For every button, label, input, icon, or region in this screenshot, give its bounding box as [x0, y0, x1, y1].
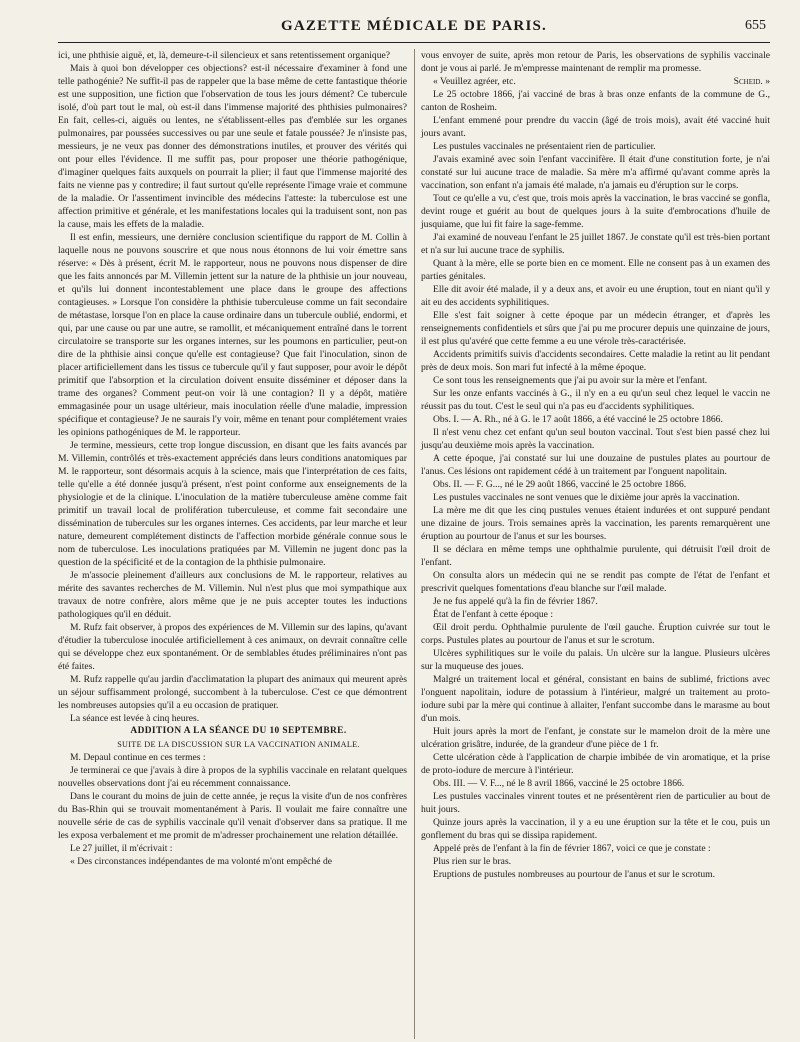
paragraph: Cette ulcération cède à l'application de charpie imbibée de vin aromatique, et la prise de proto-iodure de mercure à l'intérieur.	[421, 752, 770, 776]
paragraph: Appelé près de l'enfant à la fin de février 1867, voici ce que je constate :	[433, 843, 711, 854]
paragraph: ici, une phthisie aiguë, et, là, demeure-t-il silencieux et sans retentissement organique?	[58, 50, 391, 61]
paragraph: Je termine, messieurs, cette trop longue discussion, en disant que les faits avancés par M. Villemin, contrôlés et très-exactement appréciés dans leurs conditions anatomiques par M. le rapporteur, sont désormais acquis à la science, mais que l'interprétation de ces faits, telle qu'elle a été donnée jusqu'à présent, n'est point conforme aux enseignements de la physiologie et de la clinique. L'inoculation de la matière tuberculeuse amène comme fait primitif un travail local de prolifération tuberculeuse, et comme fait secondaire une dissémination de tubercules sur les organes internes. Ces accidents, par leur marche et leur nature, demeurent complétement distincts de l'affection morbide générale connue sous le nom de tuberculose. Les inoculations pratiquées par M. Villemin ne jugent donc pas la question de la spécificité et de la contagion de la phthisie pulmonaire.	[58, 440, 407, 568]
paragraph: Les pustules vaccinales ne présentaient rien de particulier.	[433, 141, 656, 152]
paragraph: Sur les onze enfants vaccinés à G., il n'y en a eu qu'un seul chez lequel le vaccin ne réussit pas du tout. C'est le seul qui n'a pas eu d'accidents syphilitiques.	[421, 388, 770, 412]
right-column	[421, 49, 770, 1039]
paragraph: Il se déclara en même temps une ophthalmie purulente, qui détruisit l'œil droit de l'enfant.	[421, 544, 770, 568]
paragraph: Obs. II. — F. G..., né le 29 août 1866, vacciné le 25 octobre 1866.	[433, 479, 687, 490]
paragraph: Ulcères syphilitiques sur le voile du palais. Un ulcère sur la langue. Plusieurs ulcères sur la muqueuse des joues.	[421, 648, 770, 672]
paragraph: Je ne fus appelé qu'à la fin de février 1867.	[433, 596, 598, 607]
paragraph: Quinze jours après la vaccination, il y a eu une éruption sur la tête et le cou, puis un gonflement du bras qui se dissipa rapidement.	[421, 817, 770, 841]
paragraph: Obs. I. — A. Rh., né à G. le 17 août 1866, a été vacciné le 25 octobre 1866.	[433, 414, 723, 425]
journal-title: GAZETTE MÉDICALE DE PARIS.	[281, 18, 547, 34]
paragraph: Malgré un traitement local et général, consistant en bains de sublimé, frictions avec l'onguent napolitain, iodure de potassium à l'intérieur, malgré un traitement au proto-iodure subi par la mère qui continue à allaiter, l'enfant succombe dans le marasme au bout d'un mois.	[421, 674, 770, 724]
paragraph: État de l'enfant à cette époque :	[433, 609, 553, 620]
paragraph: Tout ce qu'elle a vu, c'est que, trois mois après la vaccination, le bras vacciné se gonfla, devint rouge et guérit au bout de quelques jours à la suite d'embrocations d'huile de jusquiame, que lui fit faire la sage-femme.	[421, 193, 770, 230]
paragraph: La séance est levée à cinq heures.	[70, 713, 200, 724]
paragraph: Je m'associe pleinement d'ailleurs aux conclusions de M. le rapporteur, relatives au mérite des savantes recherches de M. Villemin. Nul n'est plus que moi sympathique aux travaux de notre confrère, alors même que je ne puis accepter toutes les inductions pathologiques qu'il en déduit.	[58, 570, 407, 620]
paragraph: On consulta alors un médecin qui ne se rendit pas compte de l'état de l'enfant et prescrivit quelques fomentations d'eau blanche sur l'œil malade.	[421, 570, 770, 594]
signoff-author: Scheid. »	[733, 76, 770, 87]
paragraph: Accidents primitifs suivis d'accidents secondaires. Cette maladie la retint au lit pendant près de deux mois. Son mari fut infecté à la même époque.	[421, 349, 770, 373]
section-heading: ADDITION A LA SÉANCE DU 10 SEPTEMBRE.	[130, 726, 347, 736]
paragraph: Le 25 octobre 1866, j'ai vacciné de bras à bras onze enfants de la commune de G., canton de Rosheim.	[421, 89, 770, 113]
page-number: 655	[745, 18, 766, 33]
paragraph: J'avais examiné avec soin l'enfant vaccinifère. Il était d'une constitution forte, je n'ai constaté sur lui aucune trace de maladie. Sa mère m'a affirmé qu'avant comme après la vaccination, son enfant n'a jamais été malade, n'a jamais eu d'éruption sur le corps.	[421, 154, 770, 191]
paragraph: Les pustules vaccinales ne sont venues que le dixième jour après la vaccination.	[433, 492, 740, 503]
paragraph: M. Depaul continue en ces termes :	[70, 752, 206, 763]
paragraph: Œil droit perdu. Ophthalmie purulente de l'œil gauche. Éruption cuivrée sur tout le corps. Pustules plates au pourtour de l'anus et sur le scrotum.	[421, 622, 770, 646]
left-column	[58, 49, 407, 1039]
paragraph: Le 27 juillet, il m'écrivait :	[70, 843, 173, 854]
paragraph: Il est enfin, messieurs, une dernière conclusion scientifique du rapport de M. Collin à laquelle nous ne pouvons souscrire et que nous nous étonnons de lui voir émettre sans réserve: « Dès à présent, écrit M. le rapporteur, nous ne pouvons nous dispenser de dire que les faits annoncés par M. Villemin jettent sur la nature de la phthisie un jour nouveau, et qu'ils lui donnent incontestablement une place dans le groupe des affections contagieuses. » Lorsque l'on considère la phthisie tuberculeuse comme un fait secondaire de métastase, lorsque l'on en place la cause ordinaire dans un tubercule oublié, endormi, et qui, par une cause ou par une autre, se ramollit, et mécaniquement entraîné dans le torrent circulatoire se transporte sur les organes internes, sur les poumons en particulier, peut-on dire de la phthisie ainsi conçue qu'elle est contagieuse? Que fait l'inoculation, sinon de placer artificiellement dans les tissus ce tubercule qu'il y faut supposer, pour avoir le dépôt primitif que l'absorption et la circulation doivent ensuite disséminer et déposer dans la trame des organes? Comment peut-on voir là une contagion? Il y a dépôt, matière emmagasinée pour un usage ultérieur, mais inoculation réelle d'une maladie, impression spécifique et contagieuse? Je ne saurais l'y voir, même en tenant pour complétement vraies les opinions pathogéniques de M. le rapporteur.	[58, 232, 407, 438]
paragraph: Dans le courant du moins de juin de cette année, je reçus la visite d'un de nos confrères du Bas-Rhin qui se trouvait momentanément à Paris. Il voulait me faire connaître une nouvelle série de cas de syphilis vaccinale qu'il venait d'observer dans sa pratique. Il me les exposa verbalement et me promit de m'adresser prochainement une relation détaillée.	[58, 791, 407, 841]
paragraph: J'ai examiné de nouveau l'enfant le 25 juillet 1867. Je constate qu'il est très-bien portant et n'a sur lui aucune trace de syphilis.	[421, 232, 770, 256]
paragraph: Il n'est venu chez cet enfant qu'un seul bouton vaccinal. Tout s'est bien passé chez lui jusqu'au deuxième mois après la vaccination.	[421, 427, 770, 451]
paragraph: Huit jours après la mort de l'enfant, je constate sur le mamelon droit de la mère une ulcération grisâtre, indurée, de la grandeur d'une pièce de 1 fr.	[421, 726, 770, 750]
paragraph: Plus rien sur le bras.	[433, 856, 512, 867]
paragraph: vous envoyer de suite, après mon retour de Paris, les observations de syphilis vaccinale dont je vous ai parlé. Je m'empresse maintenant de remplir ma promesse.	[421, 50, 770, 74]
signoff-salutation: « Veuillez agréer, etc.	[433, 76, 516, 87]
paragraph: Ce sont tous les renseignements que j'ai pu avoir sur la mère et l'enfant.	[433, 375, 708, 386]
page-header	[58, 12, 770, 43]
paragraph: Elle dit avoir été malade, il y a deux ans, et avoir eu une éruption, tout en niant qu'il y ait eu des accidents syphilitiques.	[421, 284, 770, 308]
letter-signoff	[421, 75, 770, 88]
paragraph: « Des circonstances indépendantes de ma volonté m'ont empêché de	[70, 856, 333, 867]
paragraph: Je terminerai ce que j'avais à dire à propos de la syphilis vaccinale en relatant quelques nouvelles observations dont j'ai eu récemment connaissance.	[58, 765, 407, 789]
paragraph: Les pustules vaccinales vinrent toutes et ne présentèrent rien de particulier au bout de huit jours.	[421, 791, 770, 815]
paragraph: M. Rufz rappelle qu'au jardin d'acclimatation la plupart des animaux qui meurent après un séjour suffisamment prolongé, succombent à la tuberculose. C'est ce que démontrent les nombreuses autopsies qu'il a eu occasion de pratiquer.	[58, 674, 407, 711]
section-subheading: SUITE DE LA DISCUSSION SUR LA VACCINATION ANIMALE.	[117, 740, 360, 749]
paragraph: L'enfant emmené pour prendre du vaccin (âgé de trois mois), avait été vacciné huit jours avant.	[421, 115, 770, 139]
paragraph: Obs. III. — V. F..., né le 8 avril 1866, vacciné le 25 octobre 1866.	[433, 778, 685, 789]
paragraph: A cette époque, j'ai constaté sur lui une douzaine de pustules plates au pourtour de l'anus. Ces lésions ont rapidement cédé à un traitement par l'onguent napolitain.	[421, 453, 770, 477]
paragraph: Mais à quoi bon développer ces objections? est-il nécessaire d'examiner à fond une telle pathogénie? Ne suffit-il pas de rappeler que la base même de cette fantastique théorie est une supposition, une fiction que l'observation de tous les jours dément? Ce tubercule isolé, d'où part tout le mal, où est-il dans l'immense majorité des phthisies pulmonaires? En fait, celles-ci, aiguës ou lentes, ne s'établissent-elles pas d'emblée sur les organes pulmonaires, par poussées successives ou par une seule et fatale poussée? Je n'insiste pas, messieurs, je ne veux pas donner des démonstrations inutiles, et prouver des vérités qui ont pour elles l'évidence. Il me suffit pas, pour proposer une théorie pathogénique, d'imaginer quelques faits auxquels on pourrait la plier; il faut que l'immense majorité des faits ne vienne pas y contredire; il faut surtout qu'elle représente l'image vraie et commune de la maladie. Or l'assentiment invincible des médecins l'atteste: la tuberculose est une affection primitive et générale, et les manifestations locales qui la traduisent sont, non pas la cause, mais les effets de la maladie.	[58, 63, 407, 230]
paragraph: La mère me dit que les cinq pustules venues étaient indurées et ont suppuré pendant une dizaine de jours. Trois semaines après la vaccination, les parents remarquèrent une éruption au pourtour de l'anus et sur les bourses.	[421, 505, 770, 542]
paragraph: Elle s'est fait soigner à cette époque par un médecin étranger, et d'après les renseignements confidentiels et sûrs que j'ai pu me procurer depuis une quinzaine de jours, il est plus qu'avéré que cette femme a eu une vérole très-caractérisée.	[421, 310, 770, 347]
paragraph: Quant à la mère, elle se porte bien en ce moment. Elle ne consent pas à un examen des parties génitales.	[421, 258, 770, 282]
paragraph: M. Rufz fait observer, à propos des expériences de M. Villemin sur des lapins, qu'avant d'étudier la tuberculose inoculée artificiellement à ces animaux, on devrait connaître celle qui se développe chez eux spontanément. Or de semblables études préliminaires n'ont pas été faites.	[58, 622, 407, 672]
text-columns	[58, 49, 770, 1039]
paragraph: Eruptions de pustules nombreuses au pourtour de l'anus et sur le scrotum.	[433, 869, 716, 880]
